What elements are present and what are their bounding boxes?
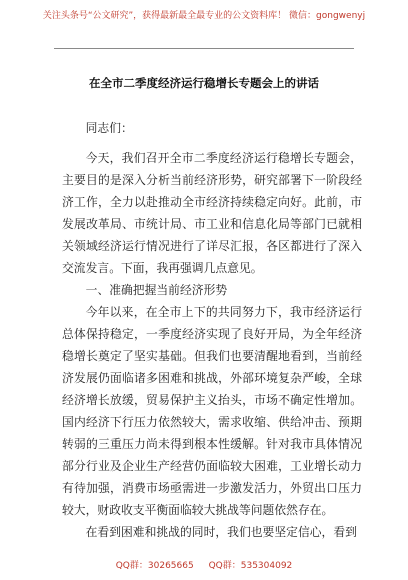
document-title: 在全市二季度经济运行稳增长专题会上的讲话 [89,76,319,90]
paragraph-situation: 今年以来，在全市上下的共同努力下，我市经济运行总体保持稳定，一季度经济实现了良好开局，为全年经济稳增长奠定了坚实基础。但我们也要清醒地看到，当前经济发展仍面临诸多困难和挑战，外部环境复杂严峻，全球经济增长放缓，贸易保护主义抬头，市场不确定性增加。国内经济下行压力依然较大，需求收缩、供给冲击、预期转弱的三重压力尚未得到根本性缓解。针对我市具体情况部分行业及企业生产经营仍面临较大困难，工业增长动力有待加强，消费市场亟需进一步激发活力，外贸出口压力较大，财政收支平衡面临较大挑战等问题依然存在。 [62,305,362,517]
page-footer [0,558,408,571]
document-body [62,117,362,543]
paragraph-confidence: 在看到困难和挑战的同时，我们也要坚定信心，看到 [85,525,357,539]
section-heading-1: 一、准确把握当前经济形势 [85,283,228,297]
footer-qq-group-2: QQ群：535304092 [208,561,293,571]
footer-qq-group-1: QQ群：30265665 [115,561,194,571]
header-divider [54,48,354,49]
salutation: 同志们： [85,121,133,135]
page-header [0,0,408,52]
paragraph-intro: 今天，我们召开全市二季度经济运行稳增长专题会，主要目的是深入分析当前经济形势，研究部署下一阶段经济工作，全力以赴推动全市经济持续稳定向好。此前，市发展改革局、市统计局、市工业和信息化局等部门已就相关领域经济运行情况进行了详尽汇报，各区都进行了深入交流发言。下面，我再强调几点意见。 [62,151,362,275]
header-promo-text: 关注头条号“公文研究”，获得最新最全最专业的公文资料库！ 微信：gongwenyj [42,11,366,21]
